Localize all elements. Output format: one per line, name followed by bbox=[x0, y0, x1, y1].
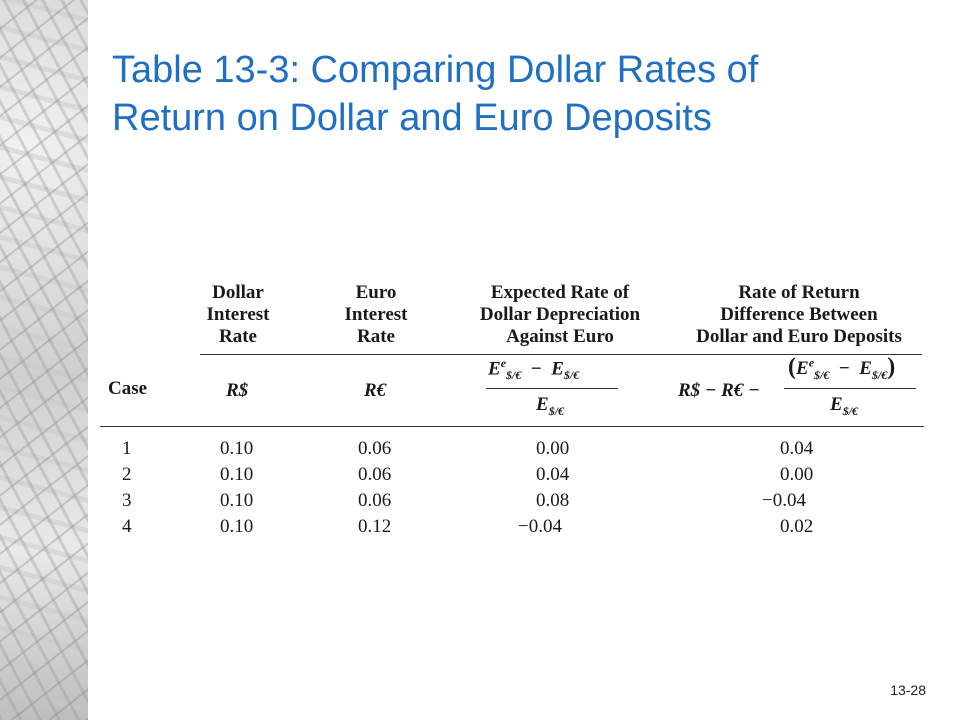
cell-case: 3 bbox=[122, 490, 132, 511]
symbol-row-underline bbox=[100, 426, 924, 427]
header-dollar-line1: Dollar bbox=[212, 282, 264, 303]
fraction-denominator: $E_{\$/€}$ bbox=[536, 394, 565, 418]
header-diff-line2: Difference Between bbox=[720, 304, 878, 325]
title-line-2: Return on Dollar and Euro Deposits bbox=[112, 97, 712, 139]
cell-euro-rate: 0.12 bbox=[358, 516, 392, 537]
cell-euro-rate: 0.06 bbox=[358, 438, 392, 459]
fraction-bar bbox=[486, 388, 618, 389]
header-dollar-line3: Rate bbox=[219, 326, 257, 347]
formula-numerator: $(E^e_{\$/€} - E_{\$/€})$ bbox=[788, 354, 896, 382]
header-expected-depreciation bbox=[460, 282, 660, 348]
fraction-numerator: $E^e_{\$/€} - E_{\$/€}$ bbox=[488, 356, 580, 383]
slide-title bbox=[112, 46, 932, 142]
cell-dollar-rate: 0.10 bbox=[220, 516, 254, 537]
header-return-difference bbox=[668, 282, 930, 348]
cell-case: 1 bbox=[122, 438, 132, 459]
cell-euro-rate: 0.06 bbox=[358, 490, 392, 511]
cell-difference: 0.02 bbox=[780, 516, 814, 537]
cell-difference: 0.04 bbox=[780, 438, 814, 459]
formula-left: R$ − R€ − bbox=[678, 380, 760, 401]
symbol-r-dollar: R$ bbox=[226, 380, 249, 401]
cell-case: 4 bbox=[122, 516, 132, 537]
header-case: Case bbox=[108, 378, 148, 399]
cell-difference: −0.04 bbox=[762, 490, 806, 511]
page-number: 13-28 bbox=[890, 682, 926, 698]
cell-euro-rate: 0.06 bbox=[358, 464, 392, 485]
header-dollar-line2: Interest bbox=[206, 304, 270, 325]
header-euro-line2: Interest bbox=[344, 304, 408, 325]
cell-dollar-rate: 0.10 bbox=[220, 438, 254, 459]
header-dep-line3: Against Euro bbox=[506, 326, 614, 347]
cell-depreciation: −0.04 bbox=[518, 516, 562, 537]
cell-difference: 0.00 bbox=[780, 464, 814, 485]
header-dep-line2: Dollar Depreciation bbox=[479, 304, 641, 325]
header-diff-line1: Rate of Return bbox=[738, 282, 860, 303]
cell-case: 2 bbox=[122, 464, 132, 485]
cell-depreciation: 0.00 bbox=[536, 438, 570, 459]
marble-side-strip bbox=[0, 0, 88, 720]
header-dollar-rate bbox=[188, 282, 288, 348]
header-euro-line1: Euro bbox=[355, 282, 397, 303]
formula-denominator: $E_{\$/€}$ bbox=[830, 394, 859, 418]
cell-dollar-rate: 0.10 bbox=[220, 464, 254, 485]
title-line-1: Table 13-3: Comparing Dollar Rates of bbox=[112, 49, 759, 91]
cell-depreciation: 0.04 bbox=[536, 464, 570, 485]
comparison-table bbox=[100, 282, 930, 552]
symbol-r-euro: R€ bbox=[364, 380, 387, 401]
formula-fraction-bar bbox=[784, 388, 916, 389]
cell-depreciation: 0.08 bbox=[536, 490, 570, 511]
cell-dollar-rate: 0.10 bbox=[220, 490, 254, 511]
header-diff-line3: Dollar and Euro Deposits bbox=[696, 326, 902, 347]
header-euro-line3: Rate bbox=[357, 326, 395, 347]
header-dep-line1: Expected Rate of bbox=[490, 282, 630, 303]
header-euro-rate bbox=[326, 282, 426, 348]
